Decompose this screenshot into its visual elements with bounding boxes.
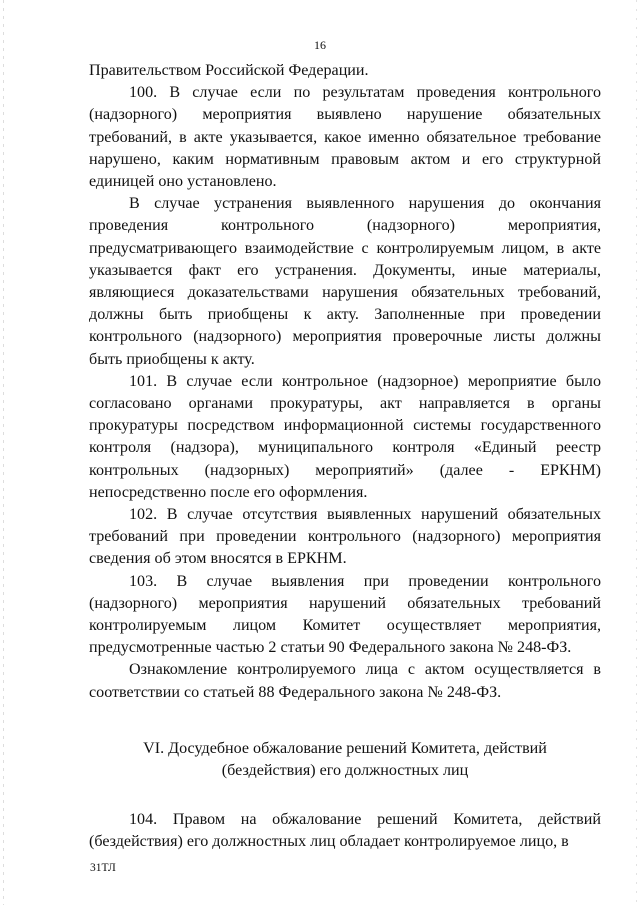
document-body [89, 60, 601, 853]
section-heading-line: (бездействия) его должностных лиц [221, 762, 469, 780]
page-number: 16 [314, 38, 326, 52]
paragraph-104: 104. Правом на обжалование решений Комитета, действий (бездействия) его должностных лиц обладает контролируемое лицо, в [89, 810, 601, 850]
paragraph-103-cont: Ознакомление контролируемого лица с актом осуществляется в соответствии со статьей 88 Федерального закона № 248-ФЗ. [89, 661, 601, 701]
paragraph-103: 103. В случае выявления при проведении контрольного (надзорного) мероприятия нарушений обязательных требований контролируемым лицом Комитет осуществляет мероприятия, предусмотренные частью 2 статьи 90 Федерального закона № 248-ФЗ. [89, 572, 601, 657]
paragraph-102: 102. В случае отсутствия выявленных нарушений обязательных требований при проведении контрольного (надзорного) мероприятия сведения об этом вносятся в ЕРКНМ. [89, 506, 601, 568]
scan-edge [3, 0, 4, 905]
paragraph-continuation: Правительством Российской Федерации. [89, 62, 369, 79]
section-heading-line: VI. Досудебное обжалование решений Комитета, действий [143, 739, 547, 757]
scan-edge [636, 0, 637, 905]
paragraph-101: 101. В случае если контрольное (надзорное) мероприятие было согласовано органами прокуратуры, акт направляется в органы прокуратуры посредством информационной системы государственного контроля (надзора), муниципального контроля «Единый реестр контрольных (надзорных) мероприятий» (далее - ЕРКНМ) непосредственно после его оформления. [89, 372, 601, 501]
section-heading [89, 738, 601, 783]
footer-document-code: 31ТЛ [90, 862, 116, 874]
paragraph-100-cont: В случае устранения выявленного нарушения до окончания проведения контрольного (надзорного) мероприятия, предусматривающего взаимодействие с контролируемым лицом, в акте указывается факт его устранения. Документы, иные материалы, являющиеся доказательствами нарушения обязательных требований, должны быть приобщены к акту. Заполненные при проведении контрольного (надзорного) мероприятия проверочные листы должны быть приобщены к акту. [89, 195, 601, 368]
paragraph-100: 100. В случае если по результатам проведения контрольного (надзорного) мероприятия выявлено нарушение обязательных требований, в акте указывается, какое именно обязательное требование нарушено, каким нормативным правовым актом и его структурной единицей оно установлено. [89, 84, 601, 191]
